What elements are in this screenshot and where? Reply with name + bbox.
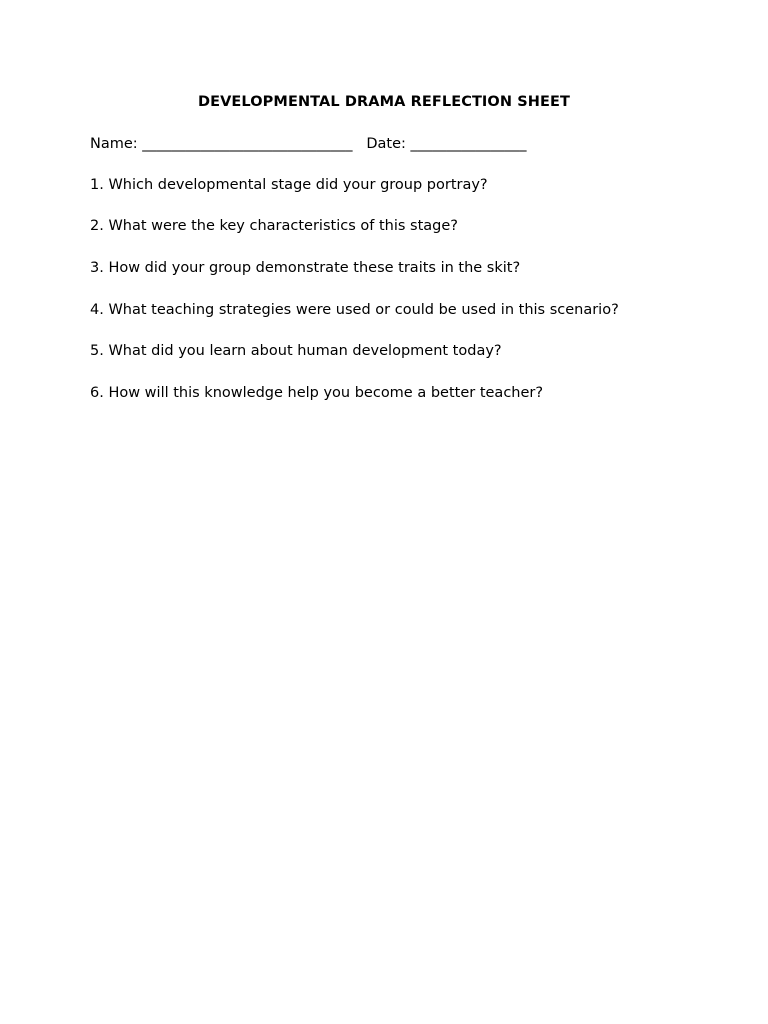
question-1: 1. Which developmental stage did your group portray?: [90, 177, 488, 193]
question-6: 6. How will this knowledge help you become a better teacher?: [90, 385, 544, 401]
name-date-line: [90, 134, 527, 154]
name-label: Name:: [90, 136, 138, 152]
name-blank: _____________________________: [142, 136, 353, 152]
question-4: 4. What teaching strategies were used or could be used in this scenario?: [90, 302, 619, 318]
document-title: DEVELOPMENTAL DRAMA REFLECTION SHEET: [197, 94, 571, 110]
question-2: 2. What were the key characteristics of this stage?: [90, 218, 458, 234]
question-3: 3. How did your group demonstrate these traits in the skit?: [90, 260, 521, 276]
date-blank: ________________: [410, 136, 527, 152]
date-label: Date:: [366, 136, 406, 152]
question-5: 5. What did you learn about human development today?: [90, 343, 502, 359]
